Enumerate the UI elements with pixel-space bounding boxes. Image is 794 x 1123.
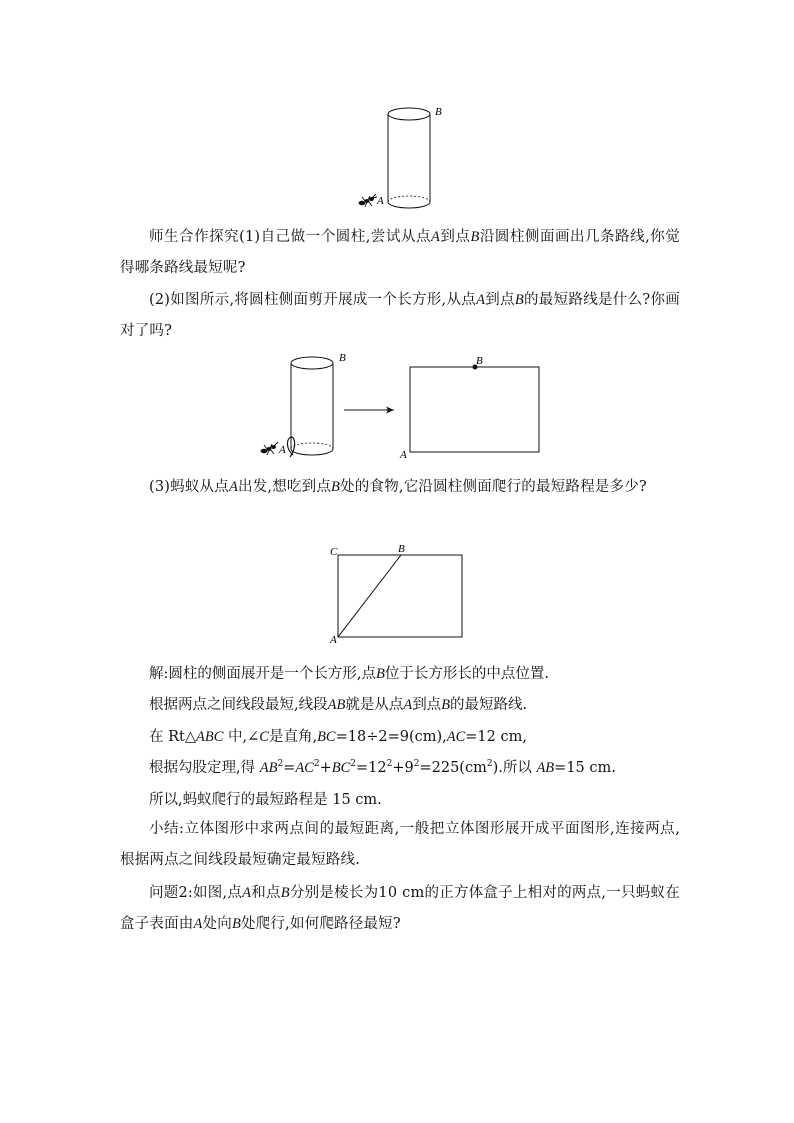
question-2-paragraph: 问题2:如图,点A和点B分别是棱长为10 cm的正方体盒子上相对的两点,一只蚂蚁在盒子表面由A处向B处爬行,如何爬路径最短? bbox=[120, 885, 680, 932]
ant-icon bbox=[261, 442, 278, 455]
rect-label-a: A bbox=[400, 449, 407, 461]
cylinder-bottom-back bbox=[388, 196, 430, 202]
label-c: C bbox=[330, 546, 338, 558]
text-source-carrier bbox=[0, 0, 1, 1]
rectangle bbox=[338, 555, 462, 637]
paragraph-3: (3)蚂蚁从点A出发,想吃到点B处的食物,它沿圆柱侧面爬行的最短路程是多少? bbox=[149, 479, 647, 495]
solution-line-2: 根据两点之间线段最短,线段AB就是从点A到点B的最短路线. bbox=[149, 697, 528, 713]
cylinder-top-ellipse bbox=[388, 108, 430, 120]
paragraph-1: 师生合作探究(1)自己做一个圆柱,尝试从点A到点B沿圆柱侧面画出几条路线,你觉得哪条路线最短呢? bbox=[120, 229, 680, 276]
cylinder-bottom-front bbox=[388, 202, 430, 208]
solution-line-3: 在 Rt△ABC 中,∠C是直角,BC=18÷2=9(cm),AC=12 cm, bbox=[149, 729, 527, 745]
solution-line-5: 所以,蚂蚁爬行的最短路程是 15 cm. bbox=[149, 792, 382, 808]
label-a: A bbox=[330, 634, 337, 645]
cylinder-bottom-back bbox=[291, 443, 333, 449]
label-b: B bbox=[398, 543, 405, 555]
solution-line-4: 根据勾股定理,得 $AB^2=AC^2+BC^2=12^2+9^2=225(cm^2)$.所以 AB=15 cm. bbox=[149, 759, 616, 776]
solution-line-1: 解:圆柱的侧面展开是一个长方形,点B位于长方形长的中点位置. bbox=[149, 666, 549, 682]
summary-paragraph: 小结:立体图形中求两点间的最短距离,一般把立体图形展开成平面图形,连接两点,根据两点之间线段最短确定最短路线. bbox=[120, 821, 680, 868]
label-a: A bbox=[279, 444, 286, 456]
segment-ab bbox=[338, 555, 401, 637]
ant-icon bbox=[359, 194, 377, 207]
figure-unfold bbox=[250, 345, 550, 465]
rect-label-b: B bbox=[476, 355, 483, 367]
paragraph-2: (2)如图所示,将圆柱侧面剪开展成一个长方形,从点A到点B的最短路线是什么?你画对了吗? bbox=[120, 292, 680, 339]
figure-cylinder bbox=[350, 100, 460, 215]
cylinder-top-ellipse bbox=[291, 357, 333, 369]
label-a: A bbox=[377, 195, 384, 207]
unfolded-rectangle bbox=[410, 367, 539, 452]
figure-rectangle-path bbox=[325, 540, 470, 645]
p1-source bbox=[0, 0, 1, 1]
cylinder-bottom-front bbox=[291, 449, 333, 455]
label-b: B bbox=[339, 352, 346, 364]
label-b: B bbox=[435, 106, 442, 118]
